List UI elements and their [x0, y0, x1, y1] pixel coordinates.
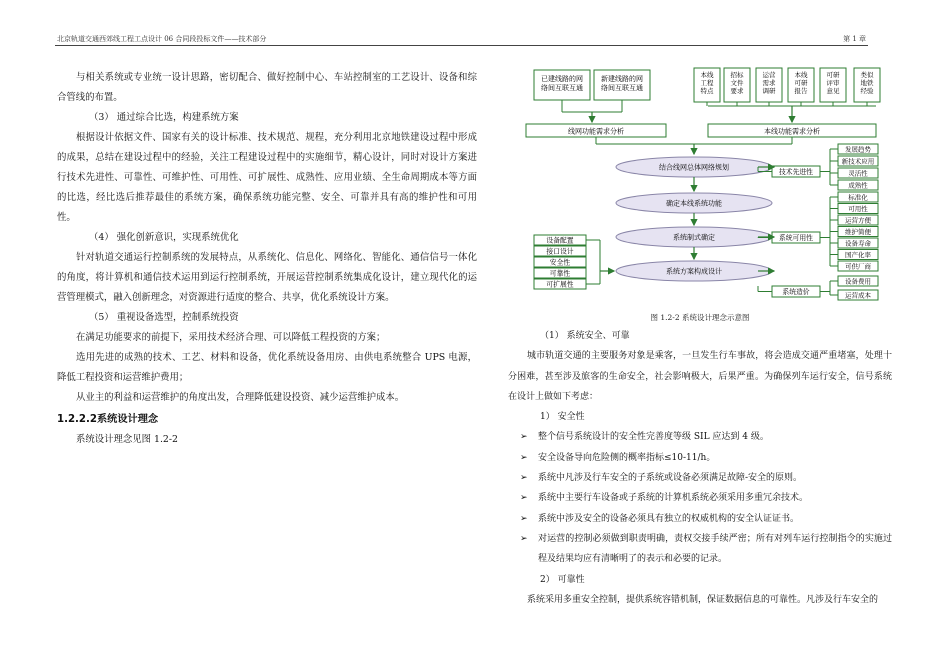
- diagram-svg: [508, 56, 892, 306]
- section-title: 系统设计理念: [97, 414, 159, 425]
- paragraph: 针对轨道交通运行控制系统的发展特点，从系统化、信息化、网络化、智能化、通信信号一体化的角度，将计算机和通信技术运用到运行控制系统，开展运营控制系统集成化设计，建立现代化的运营管理模式，融入创新理念，对资源进行适度的整合、共享，优化系统设计方案。: [57, 252, 477, 303]
- top-right-box: [724, 68, 750, 102]
- group-title: 技术先进性: [779, 168, 813, 176]
- group-item-label: 成熟性: [848, 181, 868, 190]
- bullet-marker: ➢: [520, 473, 528, 484]
- group-item-label: 新技术应用: [841, 157, 875, 166]
- page-header-left: 北京轨道交通西郊线工程工点设计 06 合同段投标文件——技术部分: [57, 35, 267, 43]
- bullet-marker: ➢: [520, 452, 528, 463]
- requirement-right-label: 本线功能需求分析: [764, 127, 820, 136]
- requirement-left-label: 线网功能需求分析: [568, 127, 624, 136]
- bullet-item: [508, 448, 892, 468]
- group-item-label: 国产化率: [845, 251, 871, 259]
- subheading: （1） 系统安全、可靠: [540, 331, 630, 341]
- box-label: 招标文件要求: [730, 71, 744, 95]
- top-right-box: [820, 68, 846, 102]
- page-header-right: 第 1 章: [843, 35, 866, 43]
- design-concept-diagram: [508, 56, 892, 310]
- bullet-text: 对运营的控制必须做到职责明确，责权交接手续严密；所有对列车运行控制指令的实施过程及结果均应有清晰明了的表示和必要的记录。: [538, 533, 892, 565]
- right-group: [758, 192, 878, 271]
- left-factor-box: [534, 279, 586, 289]
- box-text-line: 已建线路的网络间互联互通: [541, 75, 583, 92]
- right-group: [758, 276, 878, 300]
- group-title: 系统造价: [782, 288, 810, 296]
- top-left-box-existing: [534, 70, 590, 100]
- bullet-marker: ➢: [520, 513, 528, 524]
- bullet-marker: ➢: [520, 533, 528, 544]
- section-heading: [57, 410, 477, 430]
- group-item-label: 运营成本: [845, 291, 871, 300]
- bullet-item: [508, 468, 892, 488]
- left-factor-label: 可扩展性: [546, 280, 574, 289]
- box-text-line: 新建线路的网络间互联互通: [601, 75, 643, 92]
- left-factor-box: [534, 268, 586, 278]
- bullet-item: [508, 509, 892, 529]
- paragraph: 系统设计理念见图 1.2-2: [76, 434, 179, 445]
- flow-step: [616, 193, 772, 213]
- flow-step-label: 结合线网总体网络规划: [659, 163, 729, 172]
- figure-caption: 图 1.2-2 系统设计理念示意图: [650, 313, 750, 322]
- top-right-box: [854, 68, 880, 102]
- bullet-marker: ➢: [520, 432, 528, 443]
- flow-step-label: 确定本线系统功能: [666, 199, 722, 208]
- subheading: 2） 可靠性: [540, 574, 585, 585]
- left-factor-box: [534, 235, 586, 245]
- subheading: （3） 通过综合比选，构建系统方案: [89, 112, 239, 123]
- bullet-item: [508, 427, 892, 447]
- group-item-label: 标准化: [848, 193, 868, 202]
- left-factor-boxes: [534, 235, 614, 289]
- left-factor-label: 设备配置: [546, 236, 574, 245]
- flow-step: [616, 261, 772, 281]
- flow-step-label: 系统制式确定: [673, 233, 715, 242]
- top-right-box: [694, 68, 720, 102]
- group-item-label: 灵活性: [848, 169, 868, 178]
- subheading: 1） 安全性: [540, 412, 585, 423]
- box-label: 运营需求调研: [762, 71, 776, 95]
- flow-step-label: 系统方案构成设计: [666, 267, 722, 276]
- paragraph: 选用先进的成熟的技术、工艺、材料和设备，优化系统设备用房、由供电系统整合 UPS 电源，降低工程投资和运营维护费用；: [57, 352, 477, 383]
- subheading: （5） 重视设备选型，控制系统投资: [89, 312, 239, 323]
- box-label: 本线工程特点: [700, 71, 714, 95]
- requirement-analysis-left: [526, 124, 666, 137]
- bullet-text: 系统中主要行车设备或子系统的计算机系统必须采用多重冗余技术。: [538, 493, 809, 504]
- left-column: [57, 68, 477, 450]
- group-item-label: 设备寿命: [845, 239, 871, 248]
- flow-step: [616, 157, 772, 177]
- flow-steps: [616, 157, 772, 281]
- right-group: [758, 144, 878, 190]
- bullet-marker: ➢: [520, 493, 528, 504]
- subheading: （4） 强化创新意识，实现系统优化: [89, 232, 239, 243]
- group-item-label: 维护简便: [845, 228, 871, 236]
- right-group-boxes: [758, 144, 878, 300]
- section-number: 1.2.2.2: [57, 414, 97, 425]
- group-title: 系统可用性: [779, 234, 813, 242]
- left-factor-label: 安全性: [549, 258, 571, 267]
- paragraph: 从业主的利益和运营维护的角度出发，合理降低建设投资、减少运营维护成本。: [76, 392, 405, 403]
- bullet-text: 整个信号系统设计的安全性完善度等级 SIL 应达到 4 级。: [538, 432, 769, 443]
- bullet-text: 系统中凡涉及行车安全的子系统或设备必须满足故障-安全的原则。: [538, 473, 803, 484]
- top-right-box: [756, 68, 782, 102]
- paragraph: 与相关系统或专业统一设计思路，密切配合、做好控制中心、车站控制室的工艺设计、设备和综合管线的布置。: [57, 72, 477, 103]
- requirement-analysis-right: [708, 124, 876, 137]
- bullet-list: [508, 427, 892, 569]
- header-divider: [55, 45, 868, 46]
- group-item-label: 可用性: [848, 205, 868, 213]
- group-item-label: 运营方便: [845, 216, 871, 225]
- bullet-item: [508, 529, 892, 570]
- box-label: 类似地铁经验: [860, 71, 874, 95]
- paragraph: 在满足功能要求的前提下，采用技术经济合理、可以降低工程投资的方案；: [76, 332, 386, 343]
- box-label: 本线可研报告: [794, 71, 808, 95]
- top-right-box: [788, 68, 814, 102]
- box-label: 可研评审意见: [826, 71, 840, 95]
- paragraph: 根据设计依据文件、国家有关的设计标准、技术规范、规程，充分利用北京地铁建设过程中形成的成果，总结在建设过程中的经验，关注工程建设过程中的实施细节，精心设计，同时对设计方案进行技术先进性、可靠性、可维护性、可用性、可扩展性、成熟性、应用业绩、全生命周期成本等方面的比选，经比选后推荐最佳的系统方案，确保系统功能完整、安全、可靠并具有高的维护性和可用性。: [57, 132, 477, 223]
- paragraph: 系统采用多重安全控制，提供系统容错机制，保证数据信息的可靠性。凡涉及行车安全的: [527, 594, 879, 605]
- top-right-boxes: [694, 68, 880, 106]
- left-factor-box: [534, 246, 586, 256]
- group-item-label: 可供厂商: [845, 262, 871, 271]
- left-factor-box: [534, 257, 586, 267]
- bullet-item: [508, 488, 892, 508]
- group-item-label: 设备费用: [845, 277, 871, 286]
- top-left-box-new: [594, 70, 650, 100]
- bullet-text: 系统中涉及安全的设备必须具有独立的权威机构的安全认证证书。: [538, 513, 800, 524]
- flow-step: [616, 227, 772, 247]
- left-factor-label: 可靠性: [549, 269, 571, 278]
- group-item-label: 发展趋势: [845, 145, 871, 154]
- paragraph: 城市轨道交通的主要服务对象是乘客，一旦发生行车事故，将会造成交通严重堵塞，处理十分困难，甚至涉及旅客的生命安全，社会影响极大，后果严重。为确保列车运行安全，信号系统在设计上做如下考虑：: [508, 351, 892, 402]
- bullet-text: 安全设备导向危险侧的概率指标≤10-11/h。: [538, 452, 716, 463]
- left-factor-label: 接口设计: [546, 247, 574, 256]
- right-column: [508, 326, 892, 610]
